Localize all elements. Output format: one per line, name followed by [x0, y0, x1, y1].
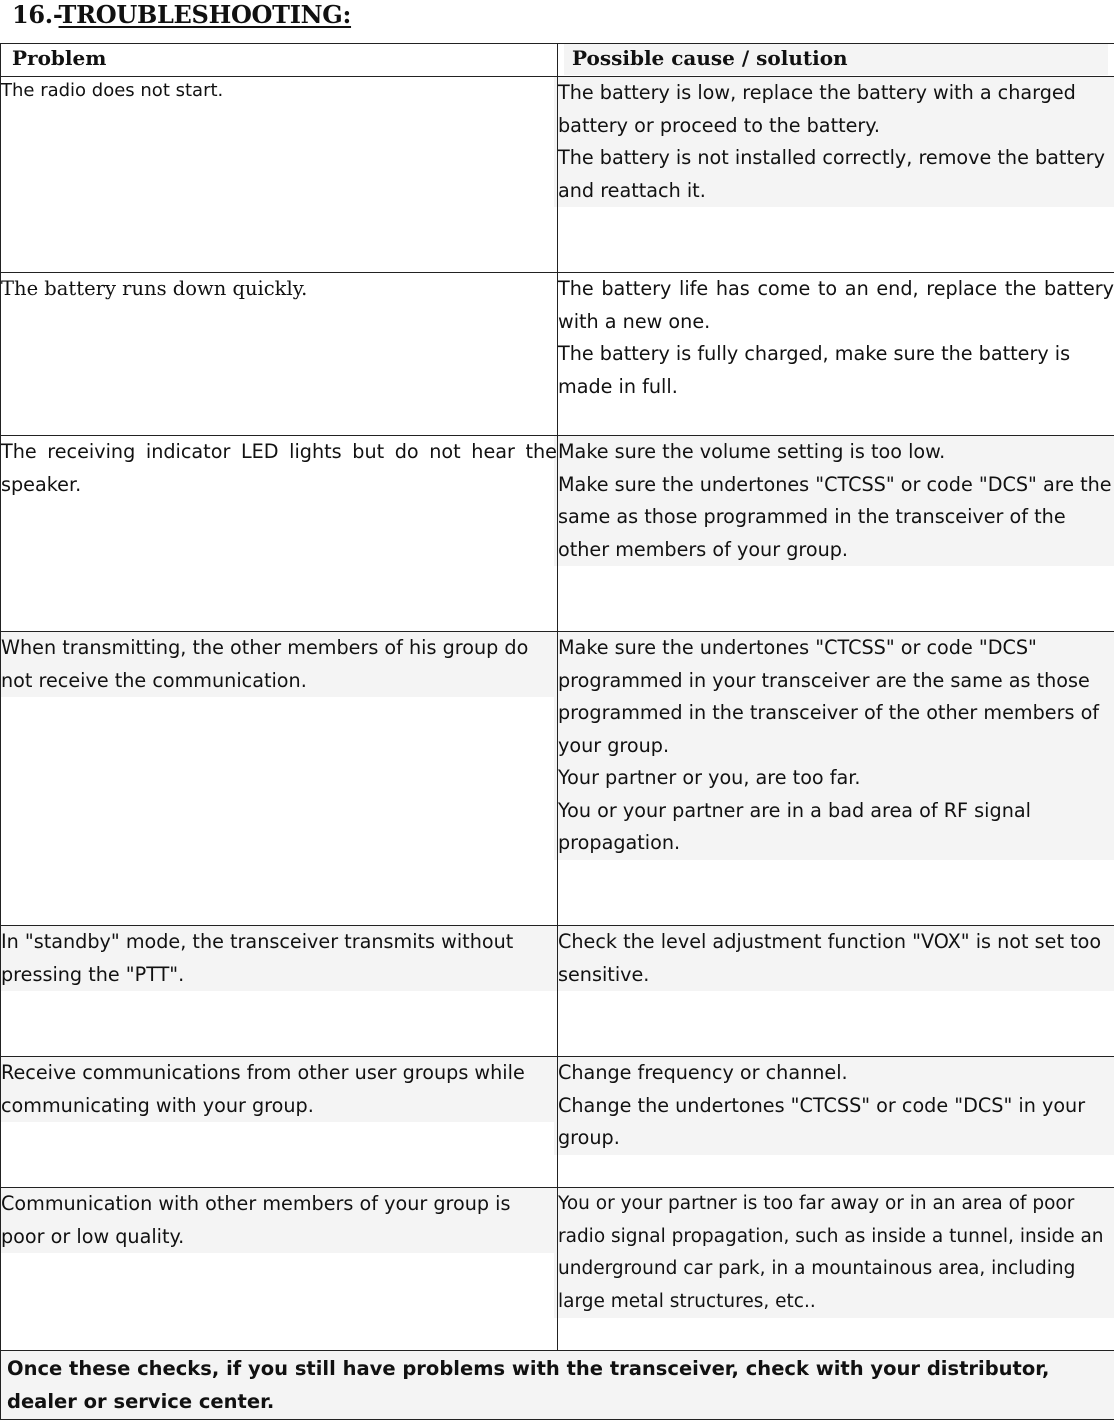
table-row	[1, 436, 1114, 632]
solution-text: Change the undertones "CTCSS" or code "DCS" in your group.	[558, 1090, 1114, 1155]
solution-cell	[558, 1057, 1114, 1188]
problem-cell	[1, 632, 558, 926]
table-footer-row	[1, 1351, 1114, 1420]
solution-text: You or your partner is too far away or in an area of poor radio signal propagation, such as inside a tunnel, inside an underground car park, in a mountainous area, including large metal structures, etc..	[554, 1188, 1114, 1318]
section-title: TROUBLESHOOTING:	[59, 0, 352, 29]
section-number: 16.-	[12, 0, 59, 29]
problem-text: In "standby" mode, the transceiver transmits without pressing the "PTT".	[0, 926, 559, 991]
solution-text: The battery life has come to an end, replace the battery with a new one.	[558, 273, 1114, 338]
solution-text: Make sure the undertones "CTCSS" or code "DCS" programmed in your transceiver are the same as those programmed in the transceiver of the other members of your group.	[558, 632, 1114, 762]
solution-text: The battery is fully charged, make sure the battery is made in full.	[558, 338, 1114, 403]
solution-block	[554, 632, 1114, 860]
solution-text: Change frequency or channel.	[558, 1057, 1114, 1090]
solution-text: Your partner or you, are too far.	[558, 762, 1114, 795]
solution-block	[554, 436, 1114, 566]
footer-note: Once these checks, if you still have problems with the transceiver, check with your distributor, dealer or service center.	[1, 1351, 1114, 1419]
problem-cell	[1, 77, 558, 273]
problem-text: The battery runs down quickly.	[1, 273, 557, 306]
problem-cell	[1, 926, 558, 1057]
column-header-solution	[558, 44, 1114, 77]
problem-text: Receive communications from other user groups while communicating with your group.	[0, 1057, 559, 1122]
solution-cell	[558, 77, 1114, 273]
solution-text: The battery is low, replace the battery with a charged battery or proceed to the battery.	[558, 77, 1114, 142]
problem-cell	[1, 1188, 558, 1351]
table-row	[1, 1188, 1114, 1351]
column-header-solution-label: Possible cause / solution	[564, 44, 1108, 75]
problem-cell	[1, 273, 558, 436]
table-row	[1, 1057, 1114, 1188]
solution-block	[554, 1057, 1114, 1155]
problem-cell	[1, 436, 558, 632]
troubleshooting-table	[0, 43, 1114, 1420]
table-row	[1, 926, 1114, 1057]
table-row	[1, 77, 1114, 273]
solution-block	[554, 77, 1114, 207]
problem-text: Communication with other members of your group is poor or low quality.	[0, 1188, 559, 1253]
solution-cell	[558, 926, 1114, 1057]
solution-cell	[558, 436, 1114, 632]
solution-text: Check the level adjustment function "VOX" is not set too sensitive.	[554, 926, 1114, 991]
solution-text: Make sure the volume setting is too low.	[558, 436, 1114, 469]
problem-text: When transmitting, the other members of his group do not receive the communication.	[0, 632, 559, 697]
footer-cell	[1, 1351, 1114, 1420]
solution-cell	[558, 632, 1114, 926]
solution-cell	[558, 1188, 1114, 1351]
solution-text: The battery is not installed correctly, remove the battery and reattach it.	[558, 142, 1114, 207]
solution-text: Make sure the undertones "CTCSS" or code "DCS" are the same as those programmed in the transceiver of the other members of your group.	[558, 469, 1114, 567]
table-row	[1, 273, 1114, 436]
solution-text: You or your partner are in a bad area of RF signal propagation.	[558, 795, 1114, 860]
column-header-problem: Problem	[1, 44, 558, 77]
section-heading	[12, 0, 351, 40]
solution-cell	[558, 273, 1114, 436]
problem-text: The receiving indicator LED lights but do not hear the speaker.	[1, 436, 557, 501]
table-header-row	[1, 44, 1114, 77]
problem-text: The radio does not start.	[1, 77, 557, 105]
table-row	[1, 632, 1114, 926]
problem-cell	[1, 1057, 558, 1188]
